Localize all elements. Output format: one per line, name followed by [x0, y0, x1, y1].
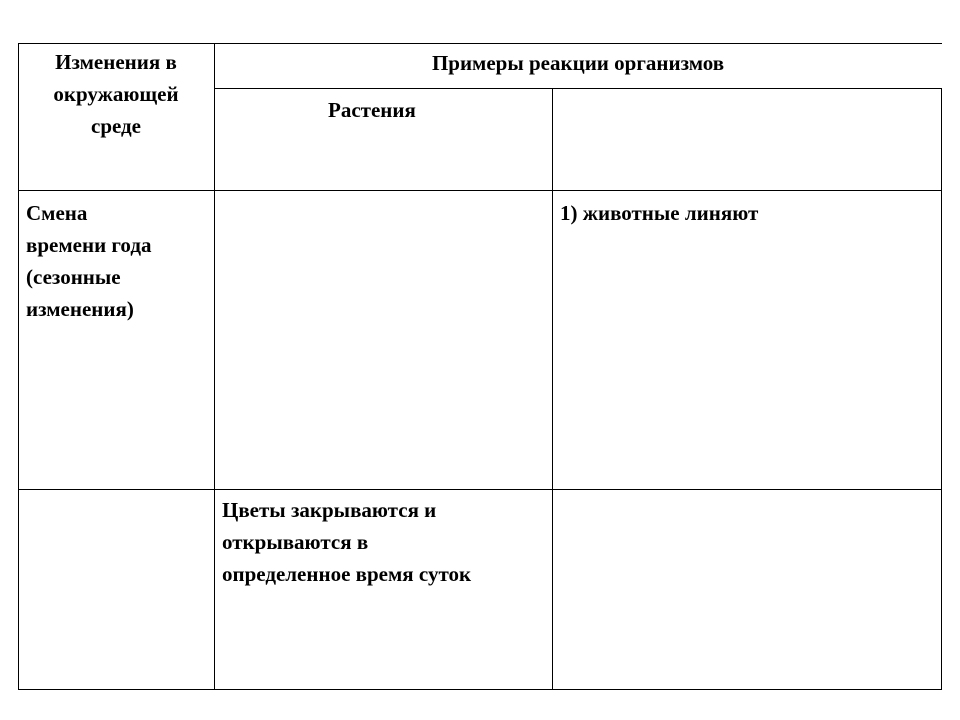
- row2-plants-line2: открываются в: [222, 530, 369, 554]
- table-top-border: [18, 43, 942, 44]
- header-changes-line1: Изменения в: [55, 50, 177, 74]
- header-changes-cell: [18, 46, 214, 142]
- row1-change-line3: (сезонные: [26, 265, 121, 289]
- row2-plants-line1: Цветы закрываются и: [222, 498, 437, 522]
- header-changes-line3: среде: [91, 114, 141, 138]
- table-bottom-border: [18, 689, 942, 690]
- row1-change-cell: [26, 197, 211, 325]
- column1-divider: [214, 43, 215, 690]
- table-right-border: [941, 88, 942, 690]
- header-bottom-border: [18, 190, 942, 191]
- row1-change-line1: Смена: [26, 201, 88, 225]
- header-changes-line2: окружающей: [53, 82, 179, 106]
- row2-plants-cell: [222, 494, 550, 590]
- row1-change-line4: изменения): [26, 297, 134, 321]
- header-plants-label: Растения: [328, 98, 416, 122]
- row1-animals-cell: 1) животные линяют: [560, 201, 759, 225]
- row1-change-line2: времени года: [26, 233, 152, 257]
- subheader-divider: [214, 88, 942, 89]
- column2-divider: [552, 88, 553, 690]
- row2-plants-line3: определенное время суток: [222, 562, 472, 586]
- header-reactions-title: Примеры реакции организмов: [431, 51, 725, 75]
- row1-bottom-border: [18, 489, 942, 490]
